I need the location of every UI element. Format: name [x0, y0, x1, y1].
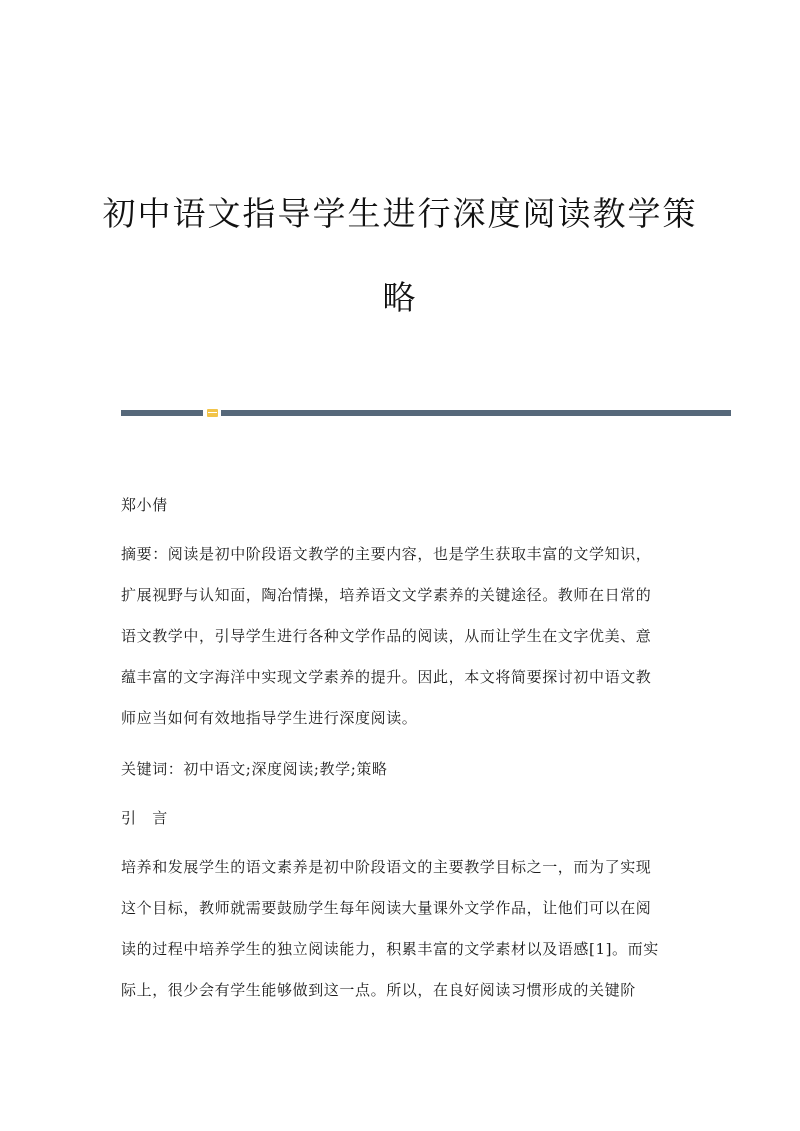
body-line-4: 际上，很少会有学生能够做到这一点。所以，在良好阅读习惯形成的关键阶: [121, 981, 636, 999]
keywords: 关键词：初中语文;深度阅读;教学;策略: [121, 760, 388, 778]
document-title-line-1: 初中语文指导学生进行深度阅读教学策: [102, 194, 698, 233]
abstract-line-3: 语文教学中，引导学生进行各种文学作品的阅读，从而让学生在文字优美、意: [121, 627, 652, 645]
body-line-1: 培养和发展学生的语文素养是初中阶段语文的主要教学目标之一，而为了实现: [121, 858, 652, 876]
title-divider: [121, 409, 731, 417]
abstract-line-4: 蕴丰富的文字海洋中实现文学素养的提升。因此，本文将简要探讨初中语文教: [121, 668, 652, 686]
author-name: 郑小倩: [121, 496, 168, 514]
divider-bar-right: [221, 410, 731, 416]
divider-bar-left: [121, 410, 203, 416]
body-line-3: 读的过程中培养学生的独立阅读能力，积累丰富的文学素材以及语感[1]。而实: [121, 940, 659, 958]
body-line-2: 这个目标，教师就需要鼓励学生每年阅读大量课外文学作品，让他们可以在阅: [121, 899, 652, 917]
abstract-line-1: 摘要：阅读是初中阶段语文教学的主要内容，也是学生获取丰富的文学知识，: [121, 545, 652, 563]
abstract-line-2: 扩展视野与认知面，陶冶情操，培养语文文学素养的关键途径。教师在日常的: [121, 586, 652, 604]
divider-badge-icon: [207, 409, 218, 417]
document-title-line-2: 略: [382, 278, 418, 317]
abstract-line-5: 师应当如何有效地指导学生进行深度阅读。: [121, 709, 418, 727]
intro-heading: 引 言: [121, 809, 168, 827]
